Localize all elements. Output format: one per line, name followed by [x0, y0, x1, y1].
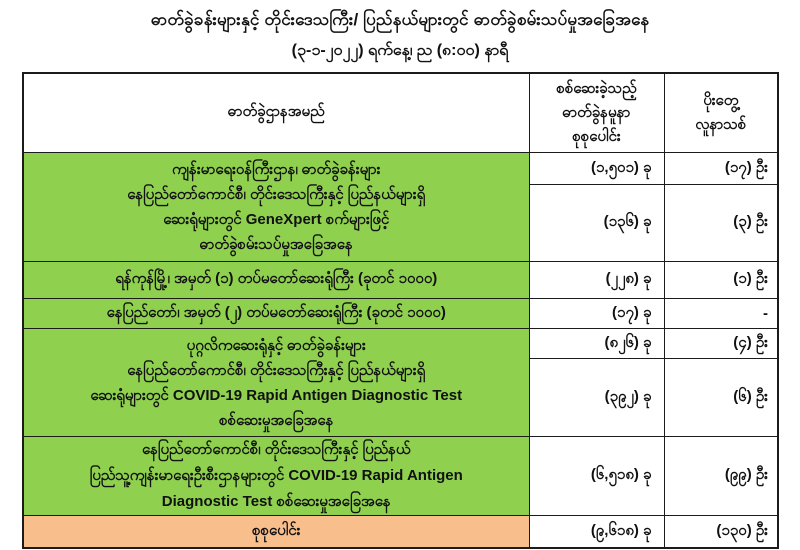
- header-samples-tested-line: ဓာတ်ခွဲနမူနာ: [562, 104, 631, 121]
- cell-total-tested: (၉,၆၁၈) ခု: [529, 516, 664, 549]
- lab-name-line: ပုဂ္ဂလိကဆေးရုံနှင့် ဓာတ်ခွဲခန်းများ: [186, 336, 366, 354]
- cell-moh-positive: (၁၇) ဦး: [664, 153, 778, 185]
- page-title: [0, 0, 800, 63]
- table-row-yangon-military-hospital: [23, 262, 778, 299]
- table-row-moh-labs: [23, 153, 778, 185]
- cell-total-positive: (၁၃၀) ဦး: [664, 516, 778, 549]
- lab-name-line: ဆေးရုံများတွင် COVID-19 Rapid Antigen Diagnostic Test: [90, 386, 463, 404]
- cell-moh-tested: (၁,၅၀၁) ခု: [529, 153, 664, 185]
- title-line-1: ဓာတ်ခွဲခန်းများနှင့် တိုင်းဒေသကြီး/ ပြည်နယ်များတွင် ဓာတ်ခွဲစမ်းသပ်မှုအခြေအနေ: [150, 10, 650, 29]
- cell-hospital-rdt-positive: (၆) ဦး: [664, 359, 778, 437]
- header-samples-tested-line: စုစုပေါင်း: [572, 128, 621, 145]
- cell-private-tested: (၈၂၆) ခု: [529, 329, 664, 359]
- lab-name-line: Diagnostic Test စစ်ဆေးမှုအခြေအနေ: [161, 493, 391, 510]
- lab-name-line: ကျန်းမာရေးဝန်ကြီးဌာန၊ ဓာတ်ခွဲခန်းများ: [172, 161, 381, 178]
- table-row-total: [23, 516, 778, 549]
- cell-naypyitaw-hospital-name: နေပြည်တော်၊ အမှတ် (၂) တပ်မတော်ဆေးရုံကြီး (ခုတင် ၁၀၀၀): [23, 299, 529, 329]
- cell-genexpert-positive: (၃) ဦး: [664, 185, 778, 262]
- lab-name-line: ဓာတ်ခွဲစမ်းသပ်မှုအခြေအနေ: [199, 236, 353, 253]
- lab-name-line: ပြည်သူ့ကျန်းမာရေးဦးစီးဌာနများတွင် COVID-19 Rapid Antigen: [89, 467, 463, 484]
- cell-public-health-name: [23, 437, 529, 516]
- cell-total-label: စုစုပေါင်း: [23, 516, 529, 549]
- cell-naypyitaw-tested: (၁၇) ခု: [529, 299, 664, 329]
- header-lab-name: ဓာတ်ခွဲဌာနအမည်: [23, 73, 529, 153]
- cell-hospital-rdt-tested: (၃၉၂) ခု: [529, 359, 664, 437]
- header-samples-tested-line: စစ်ဆေးခဲ့သည့်: [556, 80, 637, 97]
- header-new-positive-line: လူနာသစ်: [695, 116, 747, 133]
- cell-moh-genexpert-name: [23, 153, 529, 262]
- cell-yangon-tested: (၂၂၈) ခု: [529, 262, 664, 299]
- lab-test-stats-table: [22, 72, 779, 549]
- lab-name-line: စစ်ဆေးမှုအခြေအနေ: [219, 411, 334, 429]
- table-row-private-labs: [23, 329, 778, 359]
- table-row-public-health-rdt: [23, 437, 778, 516]
- header-new-positive-line: ပိုးတွေ့: [703, 92, 739, 109]
- cell-naypyitaw-positive: -: [664, 299, 778, 329]
- header-samples-tested: [529, 73, 664, 153]
- lab-name-line: နေပြည်တော်ကောင်စီ၊ တိုင်းဒေသကြီးနှင့် ပြည်နယ်များရှိ: [127, 361, 426, 379]
- cell-genexpert-tested: (၁၃၆) ခု: [529, 185, 664, 262]
- title-line-2: (၃-၁-၂၀၂၂) ရက်နေ့၊ ည (၈:၀၀) နာရီ: [291, 42, 509, 59]
- cell-public-health-tested: (၆,၅၁၈) ခု: [529, 437, 664, 516]
- header-new-positive: [664, 73, 778, 153]
- table-header-row: [23, 73, 778, 153]
- cell-public-health-positive: (၉၉) ဦး: [664, 437, 778, 516]
- lab-name-line: ဆေးရုံများတွင် GeneXpert စက်များဖြင့်: [163, 211, 390, 228]
- lab-name-line: နေပြည်တော်ကောင်စီ၊ တိုင်းဒေသကြီးနှင့် ပြည်နယ်: [142, 441, 411, 458]
- lab-name-line: နေပြည်တော်ကောင်စီ၊ တိုင်းဒေသကြီးနှင့် ပြည်နယ်များရှိ: [127, 186, 426, 203]
- cell-yangon-positive: (၁) ဦး: [664, 262, 778, 299]
- cell-yangon-hospital-name: ရန်ကုန်မြို့၊ အမှတ် (၁) တပ်မတော်ဆေးရုံကြီး (ခုတင် ၁၀၀၀): [23, 262, 529, 299]
- table-row-naypyitaw-military-hospital: [23, 299, 778, 329]
- cell-private-rdt-name: [23, 329, 529, 437]
- cell-private-positive: (၄) ဦး: [664, 329, 778, 359]
